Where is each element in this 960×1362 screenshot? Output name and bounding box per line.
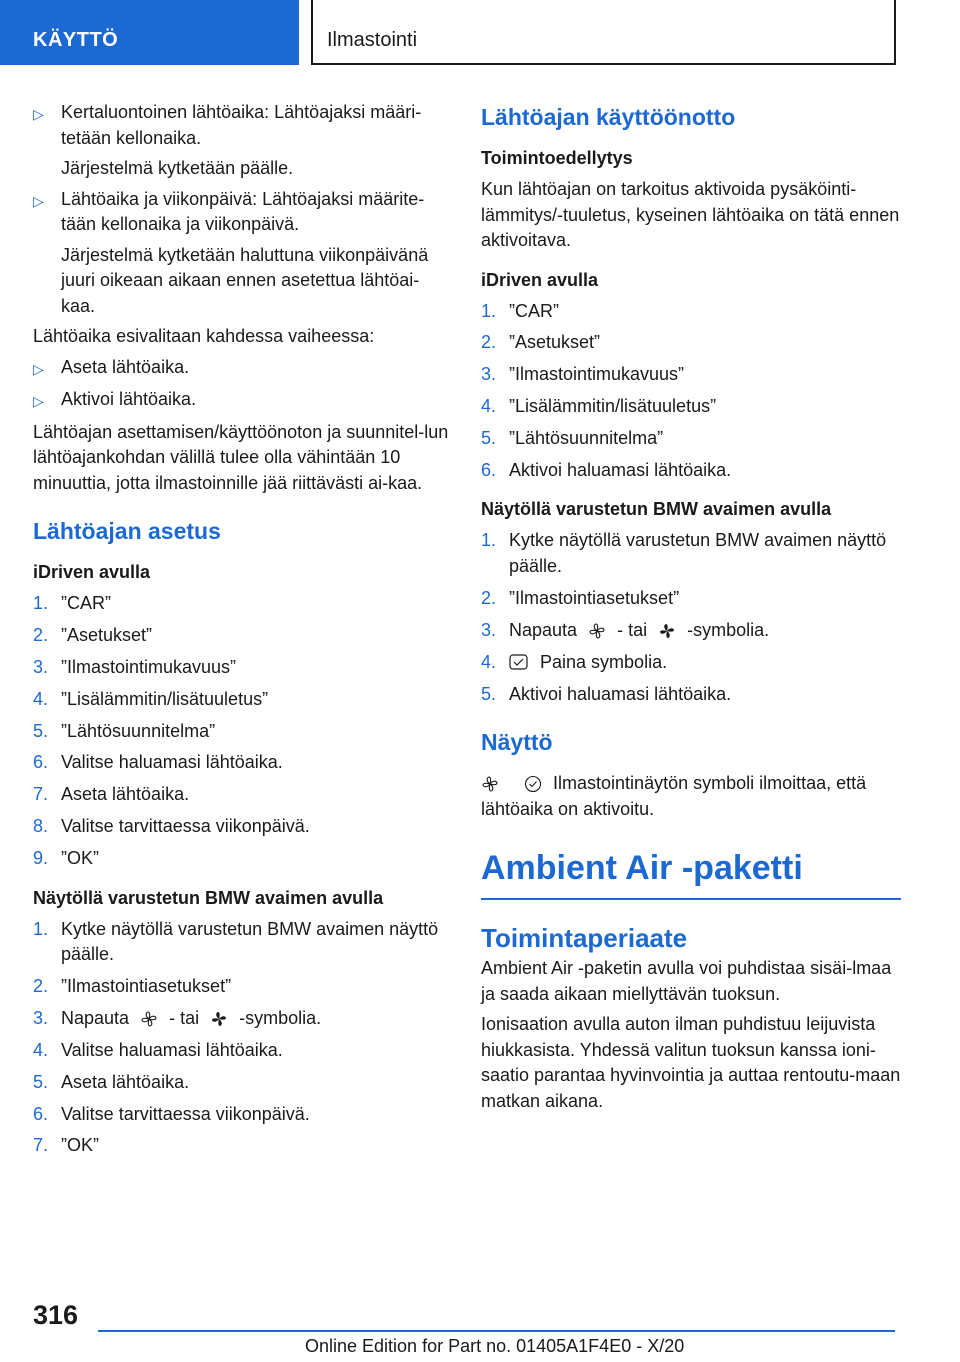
- footer-rule: [98, 1330, 895, 1332]
- list-item: 8. Valitse tarvittaessa viikonpäivä.: [33, 816, 310, 837]
- list-item: 6. Aktivoi haluamasi lähtöaika.: [481, 459, 732, 480]
- list-item: 7. Aseta lähtöaika.: [33, 784, 190, 805]
- fan-filled-icon: [658, 622, 676, 640]
- list-item: 3. Napauta - tai -symbolia.: [33, 1007, 322, 1028]
- fan-outline-icon: [481, 775, 499, 793]
- list-item: 1. ”CAR”: [33, 593, 111, 613]
- triangle-bullet-icon: ▷: [33, 393, 44, 409]
- list-item: 7. ”OK”: [33, 1135, 99, 1156]
- fan-outline-icon: [588, 622, 606, 640]
- idrive-steps-list: [33, 591, 453, 872]
- list-item: 1. ”CAR”: [481, 300, 559, 321]
- list-item: 4. Paina symbolia.: [481, 651, 668, 672]
- prereq-text: Kun lähtöajan on tarkoitus aktivoida pysäköinti-lämmitys/-tuuletus, kyseinen lähtöaika on tätä ennen aktivoitava.: [481, 179, 900, 250]
- list-item: 5. Aseta lähtöaika.: [33, 1071, 190, 1092]
- clock-check-icon: [509, 654, 529, 672]
- header-section-tab: [0, 0, 299, 65]
- list-item: 5. ”Lähtösuunnitelma”: [33, 720, 216, 741]
- list-item: 5. Aktivoi haluamasi lähtöaika.: [481, 683, 732, 704]
- list-item: 3. Napauta - tai -symbolia.: [481, 619, 770, 640]
- bullet-item: [33, 387, 453, 415]
- list-item: 2. ”Asetukset”: [33, 624, 153, 645]
- triangle-bullet-icon: ▷: [33, 192, 44, 209]
- list-item: 4. ”Lisälämmitin/lisätuuletus”: [481, 396, 717, 417]
- bullet-text: Lähtöaika ja viikonpäivä: Lähtöajaksi määrite-tään kellonaika ja viikonpäivä.: [61, 188, 425, 234]
- list-item: 2. ”Ilmastointiasetukset”: [33, 976, 232, 997]
- list-item: 9. ”OK”: [33, 848, 99, 869]
- section-title-departure-setting: Lähtöajan asetus: [33, 518, 221, 544]
- right-column: [481, 100, 901, 1119]
- bullet-subtext: Järjestelmä kytketään haluttuna viikonpäivänä juuri oikeaan aikaan ennen asetettua lähtöai-kaa.: [61, 244, 429, 316]
- fan-filled-icon: [210, 1010, 228, 1028]
- display-text: Ilmastointinäytön symboli ilmoittaa, että lähtöaika on aktivoitu.: [481, 773, 867, 819]
- section-title-display: Näyttö: [481, 729, 553, 756]
- triangle-bullet-icon: ▷: [33, 360, 44, 377]
- header-chapter-label: Ilmastointi: [327, 29, 418, 51]
- left-column: [33, 100, 453, 1165]
- idrive-steps-list: [481, 299, 901, 484]
- bullet-subtext: Järjestelmä kytketään päälle.: [61, 158, 294, 178]
- list-item: 2. ”Ilmastointiasetukset”: [481, 587, 680, 608]
- bullet-text: Kertaluontoinen lähtöaika: Lähtöajaksi määri-tetään kellonaika.: [61, 102, 422, 148]
- idrive-heading: iDriven avulla: [481, 269, 599, 290]
- list-item: 3. ”Ilmastointimukavuus”: [481, 364, 685, 385]
- section-title-departure-activation: Lähtöajan käyttöönotto: [481, 104, 736, 130]
- check-circle-icon: [524, 775, 542, 793]
- bullet-item: [33, 187, 453, 238]
- bullet-text: Aktivoi lähtöaika.: [61, 389, 197, 409]
- list-item: 3. ”Ilmastointimukavuus”: [33, 656, 237, 677]
- list-item: 1. Kytke näytöllä varustetun BMW avaimen näyttö päälle.: [481, 530, 887, 576]
- idrive-heading: iDriven avulla: [33, 562, 151, 582]
- bullet-item: [33, 100, 453, 151]
- key-steps-list: [481, 528, 901, 707]
- list-item: 4. Valitse haluamasi lähtöaika.: [33, 1039, 283, 1060]
- page-number: 316: [33, 1300, 79, 1330]
- header-section-label: KÄYTTÖ: [33, 29, 119, 51]
- list-item: 6. Valitse tarvittaessa viikonpäivä.: [33, 1103, 310, 1124]
- section-title-principle: Toimintaperiaate: [481, 923, 688, 954]
- list-item: 2. ”Asetukset”: [481, 332, 601, 353]
- list-item: 1. Kytke näytöllä varustetun BMW avaimen näyttö päälle.: [33, 918, 439, 965]
- fan-outline-icon: [140, 1010, 158, 1028]
- min-interval-note: Lähtöajan asettamisen/käyttöönoton ja suunnitel-lun lähtöajankohdan välillä tulee olla vähintään 10 minuuttia, jotta ilmastoinnille jää riittävästi ai-kaa.: [33, 421, 449, 493]
- key-heading: Näytöllä varustetun BMW avaimen avulla: [481, 499, 832, 520]
- list-item: 4. ”Lisälämmitin/lisätuuletus”: [33, 688, 269, 709]
- triangle-bullet-icon: ▷: [33, 106, 44, 122]
- preselect-intro: Lähtöaika esivalitaan kahdessa vaiheessa:: [33, 326, 375, 346]
- key-heading: Näytöllä varustetun BMW avaimen avulla: [33, 887, 384, 908]
- chapter-title-ambient-air: Ambient Air -paketti: [481, 846, 901, 900]
- principle-paragraph: Ionisaation avulla auton ilman puhdistuu leijuvista hiukkasista. Yhdessä valitun tuoksun kanssa ioni-saatio parantaa hyvinvointia ja auttaa rentoutu-maan matkan aikana.: [481, 1014, 901, 1111]
- footer-edition: Online Edition for Part no. 01405A1F4E0 - X/20: [305, 1336, 685, 1356]
- key-steps-list: [33, 917, 453, 1159]
- list-item: 6. Valitse haluamasi lähtöaika.: [33, 752, 283, 773]
- prereq-heading: Toimintoedellytys: [481, 148, 633, 168]
- header-chapter-box: [311, 0, 896, 65]
- bullet-text: Aseta lähtöaika.: [61, 356, 190, 377]
- bullet-item: [33, 355, 453, 383]
- list-item: 5. ”Lähtösuunnitelma”: [481, 428, 664, 449]
- principle-paragraph: Ambient Air -paketin avulla voi puhdistaa sisäi-lmaa ja saada aikaan miellyttävän tuoksun.: [481, 958, 892, 1004]
